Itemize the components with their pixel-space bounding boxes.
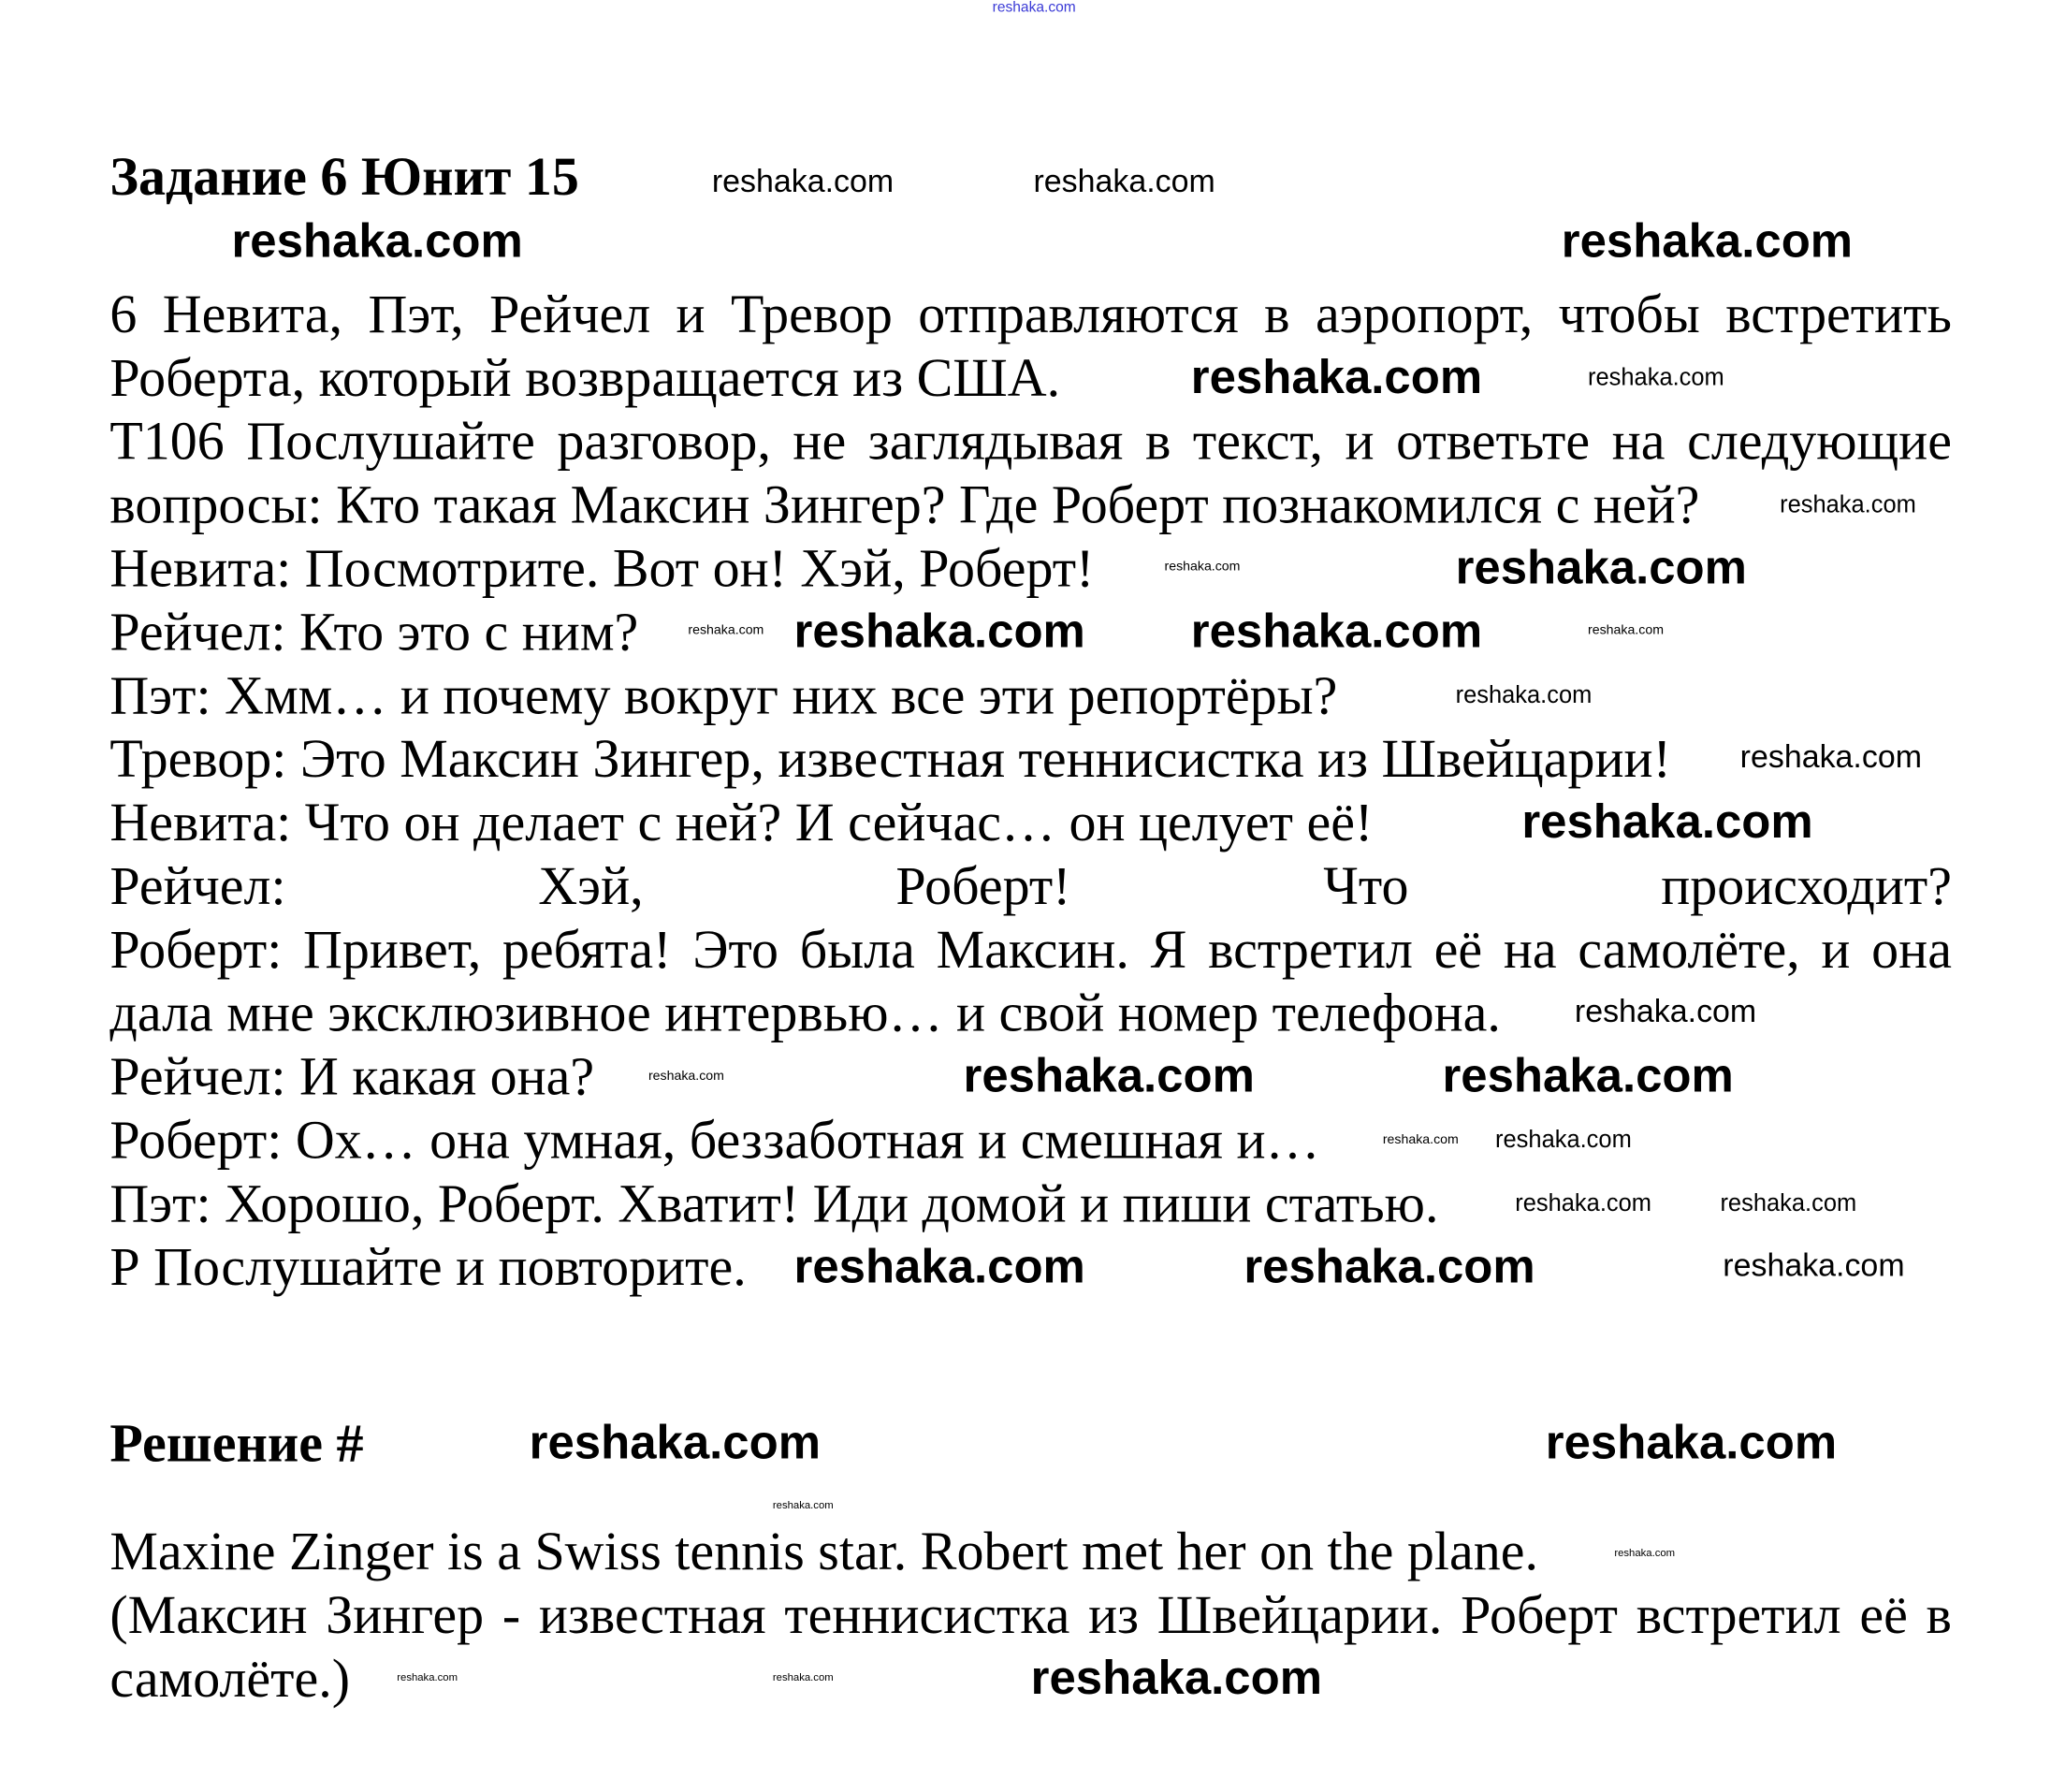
dialog-line: дала мне эксклюзивное интервью… и свой номер телефона. [109,982,1501,1043]
watermark: reshaka.com [1033,164,1215,200]
dialog-line: Пэт: Хмм… и почему вокруг них все эти репортёры? [109,663,1338,725]
task-line: вопросы: Кто такая Максин Зингер? Где Роберт познакомился с ней? [109,473,1700,535]
watermark: reshaka.com [1723,1247,1905,1284]
watermark: reshaka.com [1455,539,1747,594]
solution-line: (Максин Зингер - известная теннисистка из Швейцарии. Роберт встретил её в [109,1583,1952,1645]
dialog-line: Рейчел: Кто это с ним? [109,601,639,663]
watermark: reshaka.com [1720,1189,1857,1217]
dialog-line: Пэт: Хорошо, Роберт. Хватит! Иди домой и пиши статью. [109,1172,1439,1234]
watermark: reshaka.com [397,1671,458,1683]
watermark: reshaka.com [1442,1048,1734,1103]
dialog-line: Роберт: Ох… она умная, беззаботная и смешная и… [109,1109,1320,1171]
solution-line: Maxine Zinger is a Swiss tennis star. Robert met her on the plane. [109,1520,1538,1581]
watermark: reshaka.com [772,1671,834,1683]
solution-line: самолёте.) [109,1647,351,1709]
watermark: reshaka.com [1455,681,1593,708]
watermark: reshaka.com [1515,1189,1651,1217]
watermark: reshaka.com [1739,739,1922,776]
dialog-line: Рейчел: Хэй, Роберт! Что происходит? [109,854,1952,916]
task-title: Задание 6 Юнит 15 [109,145,579,207]
dialog-line: Тревор: Это Максин Зингер, известная теннисистка из Швейцарии! [109,727,1671,789]
watermark: reshaka.com [231,212,523,268]
watermark: reshaka.com [1588,623,1665,638]
watermark: reshaka.com [1545,1414,1838,1469]
watermark: reshaka.com [1614,1547,1676,1559]
task-line: Роберта, который возвращается из США. [109,346,1061,408]
watermark: reshaka.com [1164,560,1241,575]
task-text [109,282,1952,1298]
watermark: reshaka.com [1030,1650,1322,1705]
watermark: reshaka.com [1561,212,1854,268]
watermark: reshaka.com [529,1414,822,1469]
watermark: reshaka.com [793,603,1085,658]
watermark: reshaka.com [1495,1126,1632,1153]
watermark: reshaka.com [647,1069,724,1085]
solution-title: Решение # [109,1411,364,1474]
watermark: reshaka.com [1190,603,1483,658]
task-line: Р Послушайте и повторите. [109,1235,747,1297]
dialog-line: Рейчел: И какая она? [109,1045,595,1107]
task-line: 6 Невита, Пэт, Рейчел и Тревор отправляются в аэропорт, чтобы встретить [109,283,1952,344]
watermark: reshaka.com [1244,1238,1535,1293]
watermark: reshaka.com [1382,1132,1459,1148]
watermark: reshaka.com [1521,794,1813,849]
dialog-line: Роберт: Привет, ребята! Это была Максин. Я встретил её на самолёте, и она [109,918,1952,980]
watermark: reshaka.com [1190,349,1483,404]
dialog-line: Невита: Посмотрите. Вот он! Хэй, Роберт! [109,537,1095,599]
watermark: reshaka.com [772,1499,834,1512]
watermark: reshaka.com [793,1238,1085,1293]
watermark: reshaka.com [711,164,895,200]
watermark: reshaka.com [688,623,764,638]
watermark: reshaka.com [1588,363,1724,391]
watermark: reshaka.com [1574,994,1757,1030]
task-line: T106 Послушайте разговор, не заглядывая в текст, и ответьте на следующие [109,410,1952,472]
watermark: reshaka.com [963,1048,1255,1103]
watermark: reshaka.com [1780,490,1916,517]
dialog-line: Невита: Что он делает с ней? И сейчас… он целует её! [109,791,1374,852]
watermark: reshaka.com [992,0,1076,16]
